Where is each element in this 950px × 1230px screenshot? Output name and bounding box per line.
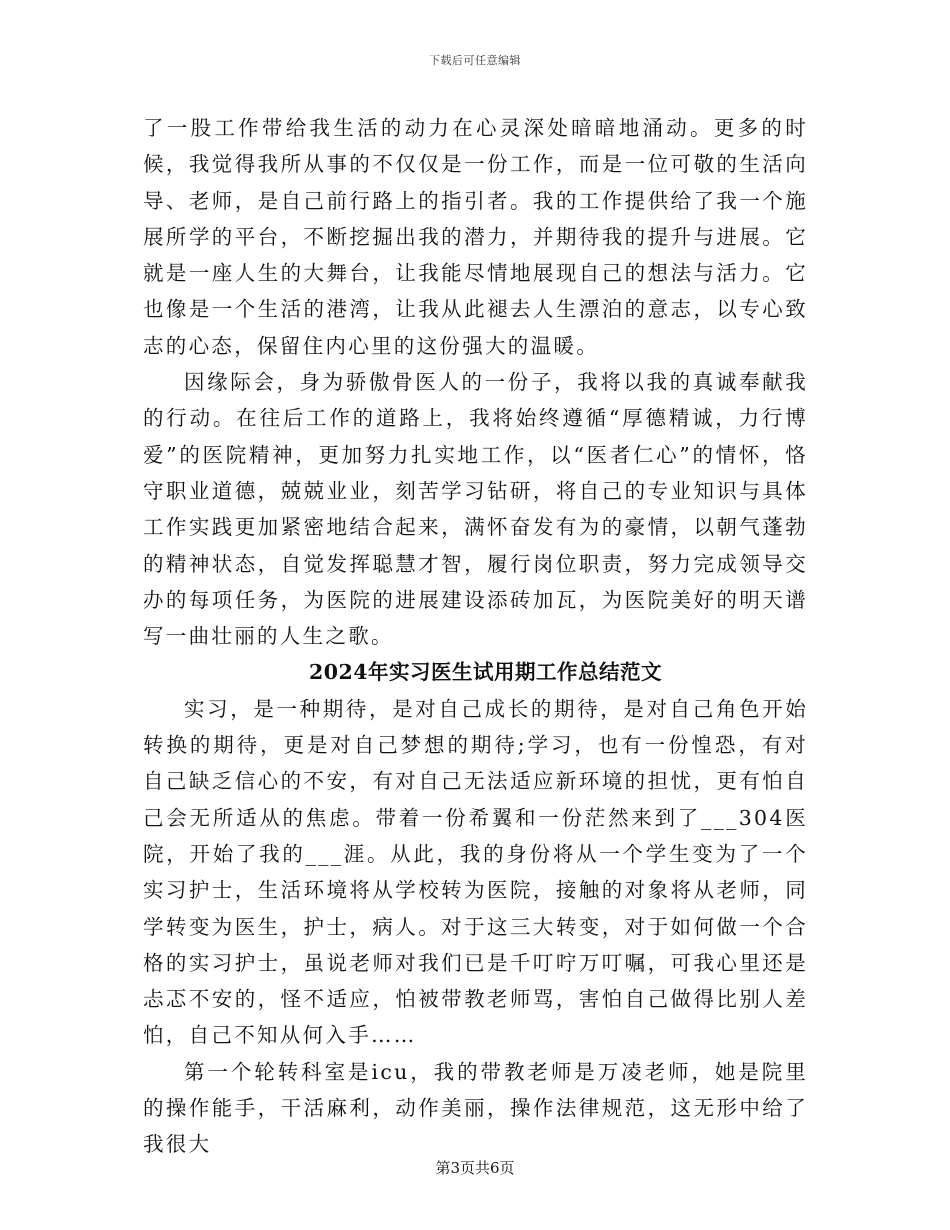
page-number: 第3页共6页 [435,1159,515,1177]
paragraph-1: 了一股工作带给我生活的动力在心灵深处暗暗地涌动。更多的时候，我觉得我所从事的不仅仅是一份工作，而是一位可敬的生活向导、老师，是自己前行路上的指引者。我的工作提供给了我一个施展所学的平台，不断挖掘出我的潜力，并期待我的提升与进展。它就是一座人生的大舞台，让我能尽情地展现自己的想法与活力。它也像是一个生活的港湾，让我从此褪去人生漂泊的意志，以专心致志的心态，保留住内心里的这份强大的温暖。 [143,116,808,358]
section-title: 2024年实习医生试用期工作总结范文 [308,660,663,685]
document-body [143,110,808,1163]
paragraph-3: 实习，是一种期待，是对自己成长的期待，是对自己角色开始转换的期待，更是对自己梦想的期待;学习，也有一份惶恐，有对自己缺乏信心的不安，有对自己无法适应新环境的担忧，更有怕自己会无所适从的焦虑。带着一份希翼和一份茫然来到了___304医院，开始了我的___涯。从此，我的身份将从一个学生变为了一个实习护士，生活环境将从学校转为医院，接触的对象将从老师，同学转变为医生，护士，病人。对于这三大转变，对于如何做一个合格的实习护士，虽说老师对我们已是千叮咛万叮嘱，可我心里还是忐忑不安的，怪不适应，怕被带教老师骂，害怕自己做得比别人差怕，自己不知从何入手…… [143,696,808,1048]
header-note: 下载后可任意编辑 [429,54,521,67]
paragraph-2: 因缘际会，身为骄傲骨医人的一份子，我将以我的真诚奉献我的行动。在往后工作的道路上，我将始终遵循“厚德精诚，力行博爱”的医院精神，更加努力扎实地工作，以“医者仁心”的情怀，恪守职业道德，兢兢业业，刻苦学习钻研，将自己的专业知识与具体工作实践更加紧密地结合起来，满怀奋发有为的豪情，以朝气蓬勃的精神状态，自觉发挥聪慧才智，履行岗位职责，努力完成领导交办的每项任务，为医院的进展建设添砖加瓦，为医院美好的明天谱写一曲壮丽的人生之歌。 [143,370,808,649]
paragraph-4: 第一个轮转科室是icu，我的带教老师是万凌老师，她是院里的操作能手，干活麻利，动作美丽，操作法律规范，这无形中给了我很大 [143,1059,808,1157]
